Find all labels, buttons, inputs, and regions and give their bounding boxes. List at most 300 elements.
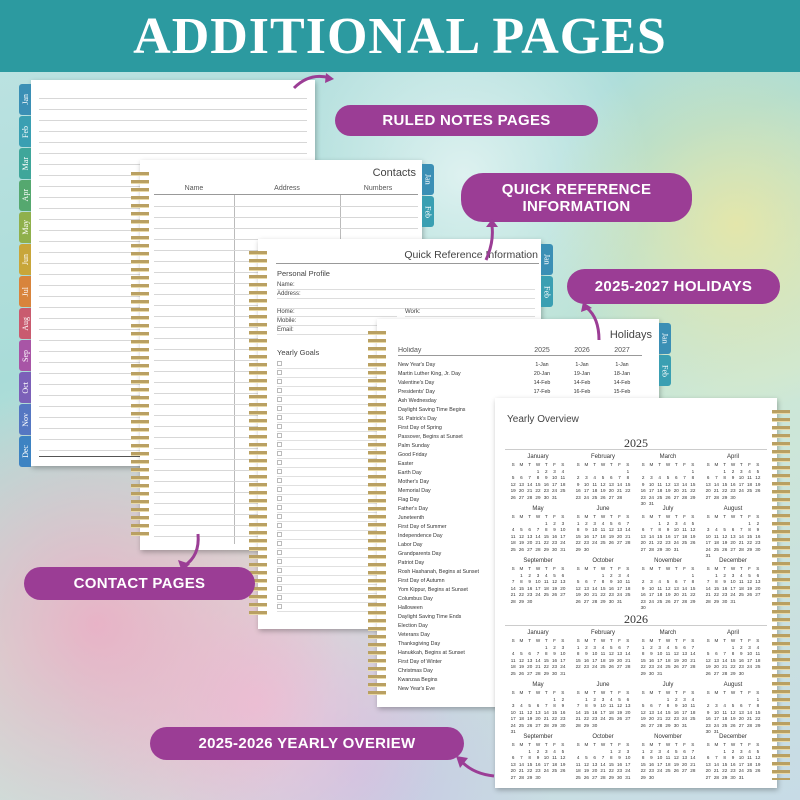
day-cell: 11 — [592, 481, 598, 487]
day-cell: 26 — [527, 722, 533, 728]
weekday-label: S — [626, 462, 630, 467]
weekday-label: W — [600, 462, 606, 467]
goal-checkbox[interactable] — [277, 586, 282, 591]
goal-checkbox[interactable] — [277, 370, 282, 375]
day-cell: 3 — [650, 475, 653, 480]
day-cell: 26 — [608, 540, 614, 545]
goal-row[interactable] — [277, 423, 377, 432]
goal-checkbox[interactable] — [277, 523, 282, 528]
day-cell: 10 — [543, 755, 549, 760]
day-cell: 11 — [600, 527, 606, 532]
day-cell: 11 — [543, 579, 549, 584]
day-cell: 31 — [648, 501, 654, 506]
weekday-label: T — [609, 638, 613, 643]
day-cell: 27 — [682, 768, 688, 773]
day-cell: 30 — [640, 501, 646, 506]
day-cell: 17 — [682, 709, 688, 715]
day-cell: 4 — [511, 527, 515, 532]
goal-checkbox[interactable] — [277, 406, 282, 411]
tab-sep[interactable]: Sep — [19, 340, 31, 371]
day-cell: 6 — [650, 703, 653, 708]
goal-row[interactable] — [277, 504, 377, 513]
day-cell: 11 — [510, 657, 516, 663]
day-cell: 18 — [747, 761, 753, 767]
weekday-label: F — [748, 742, 751, 747]
mini-month-grid — [509, 514, 567, 552]
weekday-label: S — [641, 566, 645, 571]
day-cell: 29 — [730, 670, 736, 676]
mini-month — [509, 454, 567, 500]
mini-month-grid — [574, 690, 632, 728]
day-cell: 6 — [511, 755, 515, 760]
goal-checkbox[interactable] — [277, 478, 282, 483]
day-cell: 11 — [608, 703, 614, 708]
day-cell: 14 — [592, 585, 598, 591]
holiday-name: New Year's Day — [398, 361, 436, 368]
weekday-label: T — [723, 462, 727, 467]
goal-checkbox[interactable] — [277, 415, 282, 420]
goal-row[interactable] — [277, 387, 377, 396]
weekday-label: T — [528, 566, 532, 571]
day-cell: 7 — [618, 475, 621, 480]
weekday-label: S — [576, 742, 580, 747]
goal-row[interactable] — [277, 486, 377, 495]
weekday-label: M — [714, 566, 719, 571]
day-cell: 14 — [682, 481, 688, 487]
contact-row[interactable] — [154, 207, 418, 218]
weekday-label: S — [706, 462, 710, 467]
tab-feb[interactable]: Feb — [422, 196, 434, 227]
day-cell: 31 — [673, 546, 679, 552]
goal-row[interactable] — [277, 369, 377, 378]
day-cell: 18 — [600, 657, 606, 663]
day-cell: 5 — [723, 527, 726, 532]
tab-jun[interactable]: Jun — [19, 244, 31, 275]
day-cell: 5 — [585, 755, 588, 760]
day-cell: 28 — [682, 494, 688, 500]
day-cell: 2 — [528, 572, 531, 578]
day-cell: 11 — [747, 755, 752, 760]
holidays-label: 2025-2027 HOLIDAYS — [567, 269, 780, 304]
day-cell: 5 — [520, 527, 523, 532]
weekday-label: F — [553, 742, 556, 747]
day-cell: 16 — [575, 488, 581, 493]
day-cell: 6 — [626, 696, 630, 702]
day-cell: 2 — [585, 520, 588, 526]
goal-checkbox[interactable] — [277, 532, 282, 537]
tab-aug[interactable]: Aug — [19, 308, 31, 339]
contact-row[interactable] — [154, 196, 418, 207]
day-cell: 28 — [690, 768, 696, 773]
day-cell: 18 — [682, 533, 688, 539]
day-cell: 19 — [518, 540, 524, 545]
weekday-label: T — [723, 690, 727, 695]
weekday-label: W — [600, 514, 606, 519]
day-cell: 29 — [657, 546, 663, 552]
day-cell: 15 — [690, 585, 696, 591]
day-cell: 11 — [714, 533, 719, 539]
mini-month-title: November — [654, 734, 682, 740]
goal-checkbox[interactable] — [277, 514, 282, 519]
goal-row[interactable] — [277, 495, 377, 504]
weekday-label: T — [544, 514, 548, 519]
goal-checkbox[interactable] — [277, 433, 282, 438]
weekday-label: M — [649, 742, 654, 747]
goal-checkbox[interactable] — [277, 541, 282, 546]
tab-feb[interactable]: Feb — [541, 276, 553, 307]
yearly-overview-label: 2025-2026 YEARLY OVERIEW — [150, 727, 464, 760]
day-cell: 14 — [705, 585, 711, 591]
weekday-label: M — [714, 514, 719, 519]
tab-jan[interactable]: Jan — [659, 323, 671, 354]
goal-row[interactable] — [277, 549, 377, 558]
goal-checkbox[interactable] — [277, 451, 282, 456]
goal-row[interactable] — [277, 441, 377, 450]
day-cell: 4 — [748, 748, 751, 754]
day-cell: 9 — [641, 585, 645, 591]
goal-row[interactable] — [277, 513, 377, 522]
day-cell: 2 — [731, 748, 735, 754]
contact-row[interactable] — [154, 218, 418, 229]
weekday-label: F — [553, 514, 556, 519]
work-field[interactable]: Work: — [405, 309, 535, 317]
day-cell: 5 — [691, 520, 695, 526]
day-cell: 17 — [738, 481, 744, 487]
day-cell: 25 — [608, 716, 614, 721]
goal-row[interactable] — [277, 432, 377, 441]
day-cell: 10 — [648, 481, 654, 487]
day-cell: 19 — [600, 488, 606, 493]
day-cell: 27 — [527, 670, 533, 676]
tab-feb[interactable]: Feb — [659, 355, 671, 386]
mini-month-title: August — [723, 506, 743, 512]
day-cell: 11 — [510, 533, 516, 539]
weekday-label: M — [519, 638, 524, 643]
weekday-label: T — [674, 566, 678, 571]
day-cell: 5 — [561, 748, 565, 754]
tab-jan[interactable]: Jan — [422, 164, 434, 195]
yearly-overview-title: Yearly Overview — [507, 414, 579, 425]
goal-row[interactable] — [277, 531, 377, 540]
mini-month-title: February — [590, 454, 615, 460]
goal-checkbox[interactable] — [277, 379, 282, 384]
weekday-label: T — [528, 514, 532, 519]
weekday-label: W — [665, 690, 671, 695]
day-cell: 22 — [575, 664, 581, 669]
weekday-label: T — [528, 638, 532, 643]
day-cell: 13 — [510, 761, 516, 767]
day-cell: 28 — [747, 722, 753, 728]
mini-month-title: December — [719, 558, 747, 564]
weekday-label: T — [739, 462, 743, 467]
day-cell: 20 — [535, 716, 541, 721]
day-cell: 13 — [713, 657, 719, 663]
weekday-label: S — [576, 566, 580, 571]
holiday-name: Hanukkah, Begins at Sunset — [398, 649, 465, 656]
holiday-date: 16-Feb — [573, 388, 591, 395]
weekday-label: T — [674, 462, 678, 467]
weekday-label: W — [535, 690, 541, 695]
day-cell: 26 — [560, 768, 566, 773]
day-cell: 6 — [618, 644, 621, 650]
day-cell: 9 — [593, 703, 596, 708]
day-cell: 3 — [593, 644, 596, 650]
weekday-label: W — [730, 462, 736, 467]
weekday-label: T — [739, 566, 743, 571]
day-cell: 20 — [705, 768, 711, 773]
tab-dec[interactable]: Dec — [19, 436, 31, 467]
day-cell: 14 — [722, 657, 728, 663]
day-cell: 21 — [722, 664, 728, 669]
day-cell: 9 — [756, 527, 760, 532]
goal-row[interactable] — [277, 585, 377, 594]
goal-checkbox[interactable] — [277, 550, 282, 555]
day-cell: 6 — [585, 579, 588, 584]
goal-row[interactable] — [277, 396, 377, 405]
goal-row[interactable] — [277, 522, 377, 531]
goal-row[interactable] — [277, 477, 377, 486]
day-cell: 12 — [518, 657, 524, 663]
day-cell: 14 — [738, 533, 744, 539]
day-cell: 10 — [510, 709, 516, 715]
mini-month-title: October — [592, 734, 614, 740]
goal-row[interactable] — [277, 450, 377, 459]
mini-month — [639, 506, 697, 552]
year-heading: 2025 — [505, 436, 767, 450]
day-cell: 11 — [600, 651, 606, 656]
mini-month-grid — [509, 638, 567, 676]
weekday-label: S — [691, 742, 695, 747]
day-cell: 25 — [518, 722, 524, 728]
goal-checkbox[interactable] — [277, 469, 282, 474]
weekday-label: M — [519, 690, 524, 695]
tab-jul[interactable]: Jul — [19, 276, 31, 307]
day-cell: 19 — [608, 657, 614, 663]
day-cell: 12 — [705, 657, 711, 663]
day-cell: 14 — [713, 761, 719, 767]
day-cell: 19 — [755, 761, 761, 767]
address-field[interactable]: Address: — [277, 291, 535, 299]
mini-month — [509, 682, 567, 734]
goal-row[interactable] — [277, 594, 377, 603]
goal-row[interactable] — [277, 468, 377, 477]
day-cell: 28 — [592, 598, 598, 604]
day-cell: 4 — [748, 468, 751, 474]
day-cell: 2 — [666, 520, 670, 526]
weekday-label: M — [649, 462, 654, 467]
goal-checkbox[interactable] — [277, 361, 282, 366]
weekday-label: S — [756, 638, 760, 643]
day-cell: 11 — [575, 761, 581, 767]
day-cell: 31 — [617, 598, 623, 604]
goal-checkbox[interactable] — [277, 424, 282, 429]
day-cell: 1 — [553, 696, 556, 702]
contacts-column-numbers: Numbers — [363, 185, 393, 192]
day-cell: 27 — [583, 598, 589, 604]
day-cell: 29 — [640, 774, 646, 780]
goal-checkbox[interactable] — [277, 568, 282, 573]
day-cell: 17 — [535, 585, 541, 591]
goal-checkbox[interactable] — [277, 505, 282, 510]
weekday-label: T — [593, 514, 597, 519]
day-cell: 3 — [740, 748, 743, 754]
goal-checkbox[interactable] — [277, 496, 282, 501]
day-cell: 8 — [723, 475, 726, 480]
tab-oct[interactable]: Oct — [19, 372, 31, 403]
holiday-row — [398, 378, 642, 387]
weekday-label: F — [683, 638, 686, 643]
day-cell: 22 — [518, 592, 524, 597]
day-cell: 22 — [543, 664, 549, 669]
day-cell: 23 — [617, 768, 623, 773]
day-cell: 10 — [552, 475, 558, 480]
day-cell: 14 — [575, 709, 581, 715]
goal-checkbox[interactable] — [277, 397, 282, 402]
day-cell: 19 — [730, 716, 736, 721]
day-cell: 28 — [527, 494, 533, 500]
tab-apr[interactable]: Apr — [19, 180, 31, 211]
day-cell: 19 — [673, 761, 679, 767]
tab-jan[interactable]: Jan — [19, 84, 31, 115]
tab-jan[interactable]: Jan — [541, 244, 553, 275]
goal-row[interactable] — [277, 576, 377, 585]
holiday-name: Palm Sunday — [398, 442, 430, 449]
goal-row[interactable] — [277, 405, 377, 414]
day-cell: 26 — [755, 768, 761, 773]
day-cell: 5 — [520, 651, 523, 656]
day-cell: 24 — [657, 664, 663, 669]
goal-row[interactable] — [277, 603, 377, 612]
day-cell: 5 — [528, 703, 531, 708]
day-cell: 26 — [665, 494, 671, 500]
email-field[interactable]: Email: — [277, 327, 397, 335]
day-cell: 4 — [658, 475, 661, 480]
day-cell: 25 — [747, 768, 753, 773]
day-cell: 23 — [560, 716, 566, 721]
goal-checkbox[interactable] — [277, 595, 282, 600]
weekday-label: T — [658, 462, 662, 467]
day-cell: 6 — [706, 475, 710, 480]
day-cell: 20 — [527, 540, 533, 545]
day-cell: 2 — [706, 703, 710, 708]
day-cell: 20 — [608, 488, 614, 493]
day-cell: 19 — [608, 533, 614, 539]
day-cell: 19 — [560, 761, 566, 767]
goal-row[interactable] — [277, 360, 377, 369]
day-cell: 10 — [560, 527, 566, 532]
day-cell: 9 — [528, 579, 531, 584]
day-cell: 29 — [690, 598, 696, 604]
weekday-label: S — [641, 514, 645, 519]
day-cell: 1 — [658, 520, 661, 526]
name-field[interactable]: Name: — [277, 282, 535, 290]
day-cell: 29 — [543, 546, 549, 552]
day-cell: 26 — [673, 768, 679, 773]
day-cell: 27 — [592, 774, 598, 780]
goal-row[interactable] — [277, 378, 377, 387]
day-cell: 1 — [641, 644, 645, 650]
day-cell: 23 — [665, 540, 671, 545]
goal-checkbox[interactable] — [277, 604, 282, 609]
weekday-label: T — [658, 690, 662, 695]
day-cell: 12 — [640, 709, 646, 715]
day-cell: 8 — [715, 579, 718, 584]
weekday-label: S — [561, 638, 565, 643]
goal-checkbox[interactable] — [277, 388, 282, 393]
mini-month — [574, 558, 632, 604]
goal-checkbox[interactable] — [277, 442, 282, 447]
day-cell: 18 — [518, 716, 524, 721]
day-cell: 27 — [527, 546, 533, 552]
day-cell: 30 — [730, 774, 736, 780]
weekday-label: M — [714, 742, 719, 747]
day-cell: 1 — [626, 468, 630, 474]
goal-checkbox[interactable] — [277, 487, 282, 492]
day-cell: 17 — [713, 716, 719, 721]
goal-checkbox[interactable] — [277, 559, 282, 564]
day-cell: 11 — [657, 585, 663, 591]
tab-may[interactable]: May — [19, 212, 31, 243]
holiday-name: St. Patrick's Day — [398, 415, 437, 422]
day-cell: 24 — [738, 488, 744, 493]
mini-month — [574, 630, 632, 669]
tab-nov[interactable]: Nov — [19, 404, 31, 435]
ruled-line — [39, 110, 307, 121]
day-cell: 13 — [625, 703, 631, 708]
ruled-line — [39, 143, 307, 154]
day-cell: 31 — [657, 670, 663, 676]
mini-month-grid — [509, 742, 567, 780]
home-field[interactable]: Home: — [277, 309, 397, 317]
day-cell: 7 — [626, 520, 630, 526]
day-cell: 14 — [713, 481, 719, 487]
tab-mar[interactable]: Mar — [19, 148, 31, 179]
mobile-field[interactable]: Mobile: — [277, 318, 397, 326]
goal-row[interactable] — [277, 567, 377, 576]
goal-checkbox[interactable] — [277, 577, 282, 582]
day-cell: 30 — [608, 598, 614, 604]
weekday-label: W — [730, 638, 736, 643]
day-cell: 4 — [740, 572, 743, 578]
day-cell: 1 — [731, 644, 735, 650]
weekday-label: M — [519, 514, 524, 519]
day-cell: 24 — [617, 592, 623, 597]
day-cell: 16 — [535, 761, 541, 767]
day-cell: 6 — [740, 703, 743, 708]
goal-row[interactable] — [277, 540, 377, 549]
day-cell: 18 — [738, 585, 744, 591]
day-cell: 1 — [723, 748, 726, 754]
goal-row[interactable] — [277, 459, 377, 468]
goal-checkbox[interactable] — [277, 460, 282, 465]
day-cell: 20 — [583, 592, 589, 597]
mini-month-title: August — [723, 682, 743, 688]
day-cell: 7 — [658, 703, 661, 708]
day-cell: 30 — [665, 546, 671, 552]
day-cell: 8 — [536, 475, 540, 480]
day-cell: 17 — [705, 540, 711, 545]
mini-month-grid — [639, 638, 697, 676]
weekday-label: S — [561, 462, 565, 467]
goal-row[interactable] — [277, 558, 377, 567]
day-cell: 29 — [518, 598, 524, 604]
goal-row[interactable] — [277, 414, 377, 423]
day-cell: 19 — [722, 540, 728, 545]
day-cell: 1 — [748, 520, 751, 526]
tab-feb[interactable]: Feb — [19, 116, 31, 147]
day-cell: 18 — [625, 585, 631, 591]
day-cell: 7 — [740, 527, 743, 532]
